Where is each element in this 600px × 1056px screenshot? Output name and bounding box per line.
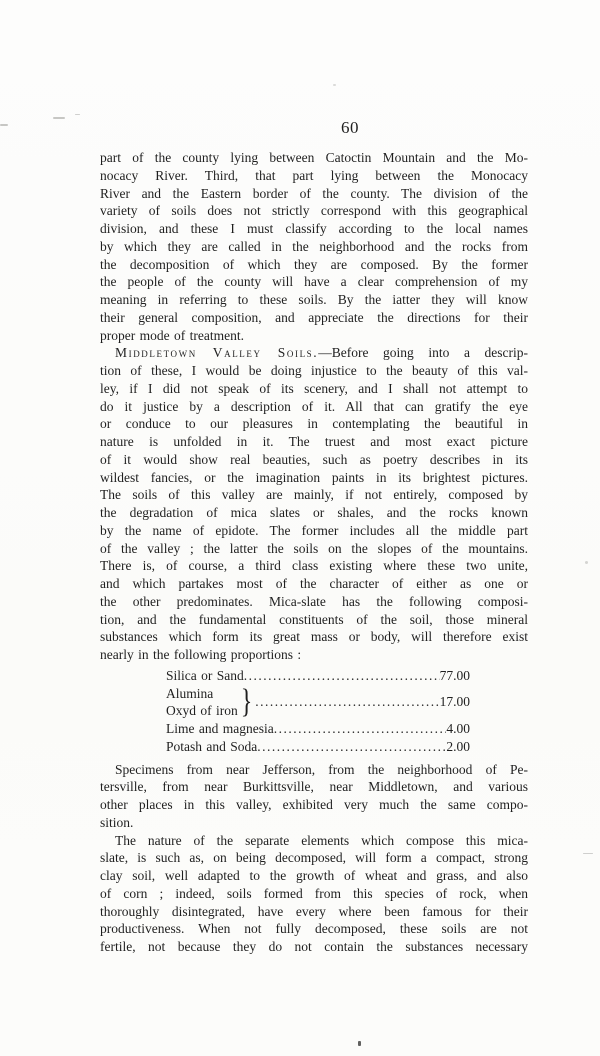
row-label: Alumina bbox=[166, 685, 214, 701]
composition-table bbox=[166, 667, 470, 756]
text-line: variety of soils does not strictly correspond with this geographical bbox=[100, 203, 528, 219]
text-line: meaning in referring to these soils. By the iatter they will know bbox=[100, 292, 528, 307]
text-line: and which partakes most of the character of either as one or bbox=[100, 576, 528, 591]
row-label: Silica or Sand bbox=[166, 667, 244, 683]
text-line: the degradation of mica slates or shales, and the rocks known bbox=[100, 505, 528, 520]
text-line: proper mode of treatment. bbox=[100, 327, 244, 343]
row-value: 4.00 bbox=[446, 721, 470, 736]
text-line: the people of the county will have a clear comprehension of my bbox=[100, 274, 528, 290]
text-line: tion, and the fundamental constituents of the soil, those mineral bbox=[100, 611, 528, 627]
scan-artifact bbox=[583, 853, 593, 854]
text-line: of corn ; indeed, soils formed from this species of rock, when bbox=[100, 885, 528, 901]
text-line: clay soil, well adapted to the growth of wheat and grass, and also bbox=[100, 868, 528, 883]
dot-leader bbox=[244, 667, 440, 685]
table-row bbox=[166, 738, 470, 756]
row-value: 2.00 bbox=[446, 738, 470, 754]
table-row bbox=[166, 685, 470, 721]
text-line: or conduce to our pleasures in contemplating the beautiful in bbox=[100, 416, 528, 432]
text-line: other places in this valley, exhibited very much the same compo- bbox=[100, 797, 528, 812]
text-line: nocacy River. Third, that part lying between the Monocacy bbox=[100, 167, 528, 183]
text-line: productiveness. When not fully decomposed, these soils are not bbox=[100, 921, 528, 937]
text-line: by the name of epidote. The former includes all the middle part bbox=[100, 522, 528, 538]
text-block bbox=[100, 149, 528, 956]
text-line: The soils of this valley are mainly, if not entirely, composed by bbox=[100, 487, 528, 503]
smallcaps-heading: Middletown Valley Soils. bbox=[115, 345, 319, 361]
text-line: There is, of course, a third class existing where these two unite, bbox=[100, 558, 528, 574]
text-line: Specimens from near Jefferson, from the neighborhood of Pe- bbox=[115, 761, 528, 777]
paragraph bbox=[100, 832, 528, 956]
page-number: 60 bbox=[341, 118, 359, 137]
text-line: The nature of the separate elements which compose this mica- bbox=[115, 832, 528, 848]
row-label-pair bbox=[166, 685, 238, 721]
row-value: 17.00 bbox=[439, 694, 470, 710]
text-line: do it justice by a description of it. All that can gratify the eye bbox=[100, 398, 528, 414]
text-line: sition. bbox=[100, 814, 134, 830]
dot-leader bbox=[255, 693, 439, 711]
text-line: by which they are called in the neighborhood and the rocks from bbox=[100, 238, 528, 254]
text-line: fertile, not because they do not contain the substances necessary bbox=[100, 939, 528, 954]
brace-glyph: } bbox=[240, 684, 253, 721]
table-row bbox=[166, 720, 470, 738]
text-line: division, and these I must classify according to the local names bbox=[100, 221, 528, 236]
text-line: substances which form its great mass or body, will therefore exist bbox=[100, 629, 528, 645]
text-line: of the valley ; the latter the soils on the slopes of the mountains. bbox=[100, 540, 528, 556]
text-line: part of the county lying between Catoctin Mountain and the Mo- bbox=[100, 150, 528, 165]
text-line: wildest fancies, or the imagination paints in its brightest pictures. bbox=[100, 469, 528, 485]
table-row bbox=[166, 667, 470, 685]
scan-artifact bbox=[0, 124, 8, 126]
row-value: 77.00 bbox=[439, 667, 470, 683]
text-line: slate, is such as, on being decomposed, will form a compact, strong bbox=[100, 850, 528, 866]
paragraphs-top bbox=[100, 149, 528, 664]
dot-leader bbox=[274, 720, 447, 738]
text-line: tion of these, I would be doing injustice to the beauty of this val- bbox=[100, 363, 528, 378]
paragraph bbox=[100, 344, 528, 664]
text-line: thoroughly disintegrated, have every where been famous for their bbox=[100, 903, 528, 919]
text-line: Middletown Valley Soils.—Before going into a descrip- bbox=[115, 345, 528, 361]
text-line: tersville, from near Burkittsville, near Middletown, and various bbox=[100, 779, 528, 795]
paragraph bbox=[100, 761, 528, 832]
text-line: ley, if I did not speak of its scenery, and I shall not attempt to bbox=[100, 380, 528, 396]
paragraphs-bottom bbox=[100, 761, 528, 956]
scan-artifact bbox=[585, 561, 588, 564]
text-line: nature is unfolded in it. The truest and most exact picture bbox=[100, 434, 528, 449]
text-line: their general composition, and appreciate the directions for their bbox=[100, 309, 528, 325]
scan-artifact bbox=[53, 117, 65, 119]
scan-artifact bbox=[75, 114, 80, 115]
paragraph bbox=[100, 149, 528, 344]
scan-artifact bbox=[358, 1041, 361, 1046]
dot-leader bbox=[257, 738, 446, 756]
row-label: Oxyd of iron bbox=[166, 703, 238, 719]
text-line: nearly in the following proportions : bbox=[100, 647, 302, 662]
text-line: River and the Eastern border of the county. The division of the bbox=[100, 185, 528, 201]
row-label: Potash and Soda bbox=[166, 738, 258, 754]
scan-artifact bbox=[333, 84, 336, 86]
text-line: the decomposition of which they are composed. By the former bbox=[100, 256, 528, 272]
text-line: the other predominates. Mica-slate has the following composi- bbox=[100, 593, 528, 609]
text-line: of it would show real beauties, such as poetry describes in its bbox=[100, 451, 528, 467]
row-label: Lime and magnesia bbox=[166, 721, 274, 736]
